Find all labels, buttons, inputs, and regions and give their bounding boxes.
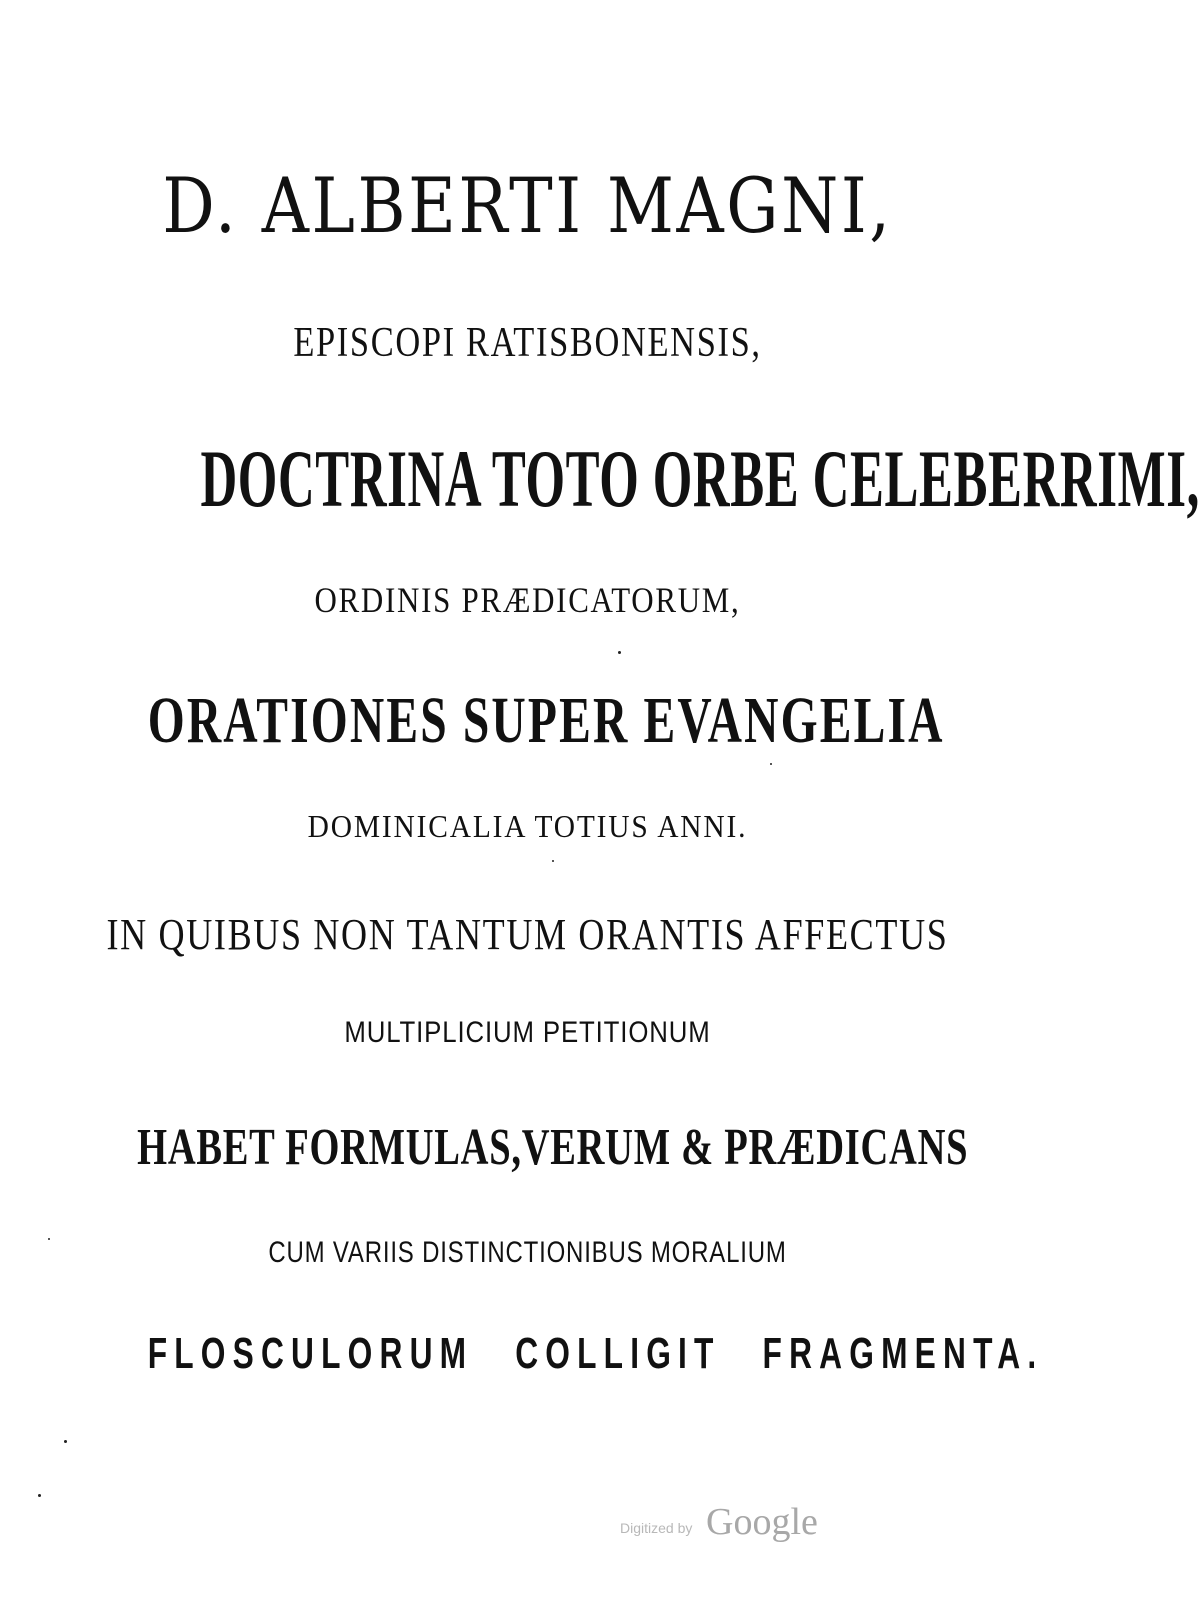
google-logo: Google xyxy=(706,1501,818,1543)
work-title: ORATIONES SUPER EVANGELIA xyxy=(147,684,945,757)
print-speck xyxy=(38,1494,41,1497)
description-line-5: FLOSCULORUM COLLIGIT FRAGMENTA. xyxy=(147,1329,1044,1378)
description-line-3: HABET FORMULAS,VERUM & PRÆDICANS xyxy=(137,1119,969,1176)
work-subtitle: DOMINICALIA TOTIUS ANNI. xyxy=(307,808,748,844)
description-line-1: IN QUIBUS NON TANTUM ORANTIS AFFECTUS xyxy=(106,910,949,959)
author-order: ORDINIS PRÆDICATORUM, xyxy=(314,580,741,620)
print-speck xyxy=(770,763,772,765)
author-epithet: DOCTRINA TOTO ORBE CELEBERRIMI, xyxy=(200,433,1200,524)
description-line-2: MULTIPLICIUM PETITIONUM xyxy=(344,1016,711,1049)
description-line-4: CUM VARIIS DISTINCTIONIBUS MORALIUM xyxy=(268,1236,787,1269)
google-digitized-watermark xyxy=(620,1500,840,1544)
print-speck xyxy=(618,651,621,654)
print-speck xyxy=(64,1440,67,1443)
author-title-bishop: EPISCOPI RATISBONENSIS, xyxy=(293,320,762,366)
author-name: D. ALBERTI MAGNI, xyxy=(162,161,893,250)
digitized-by-label: Digitized by xyxy=(620,1520,693,1536)
print-speck xyxy=(48,1238,50,1240)
print-speck xyxy=(552,860,554,862)
